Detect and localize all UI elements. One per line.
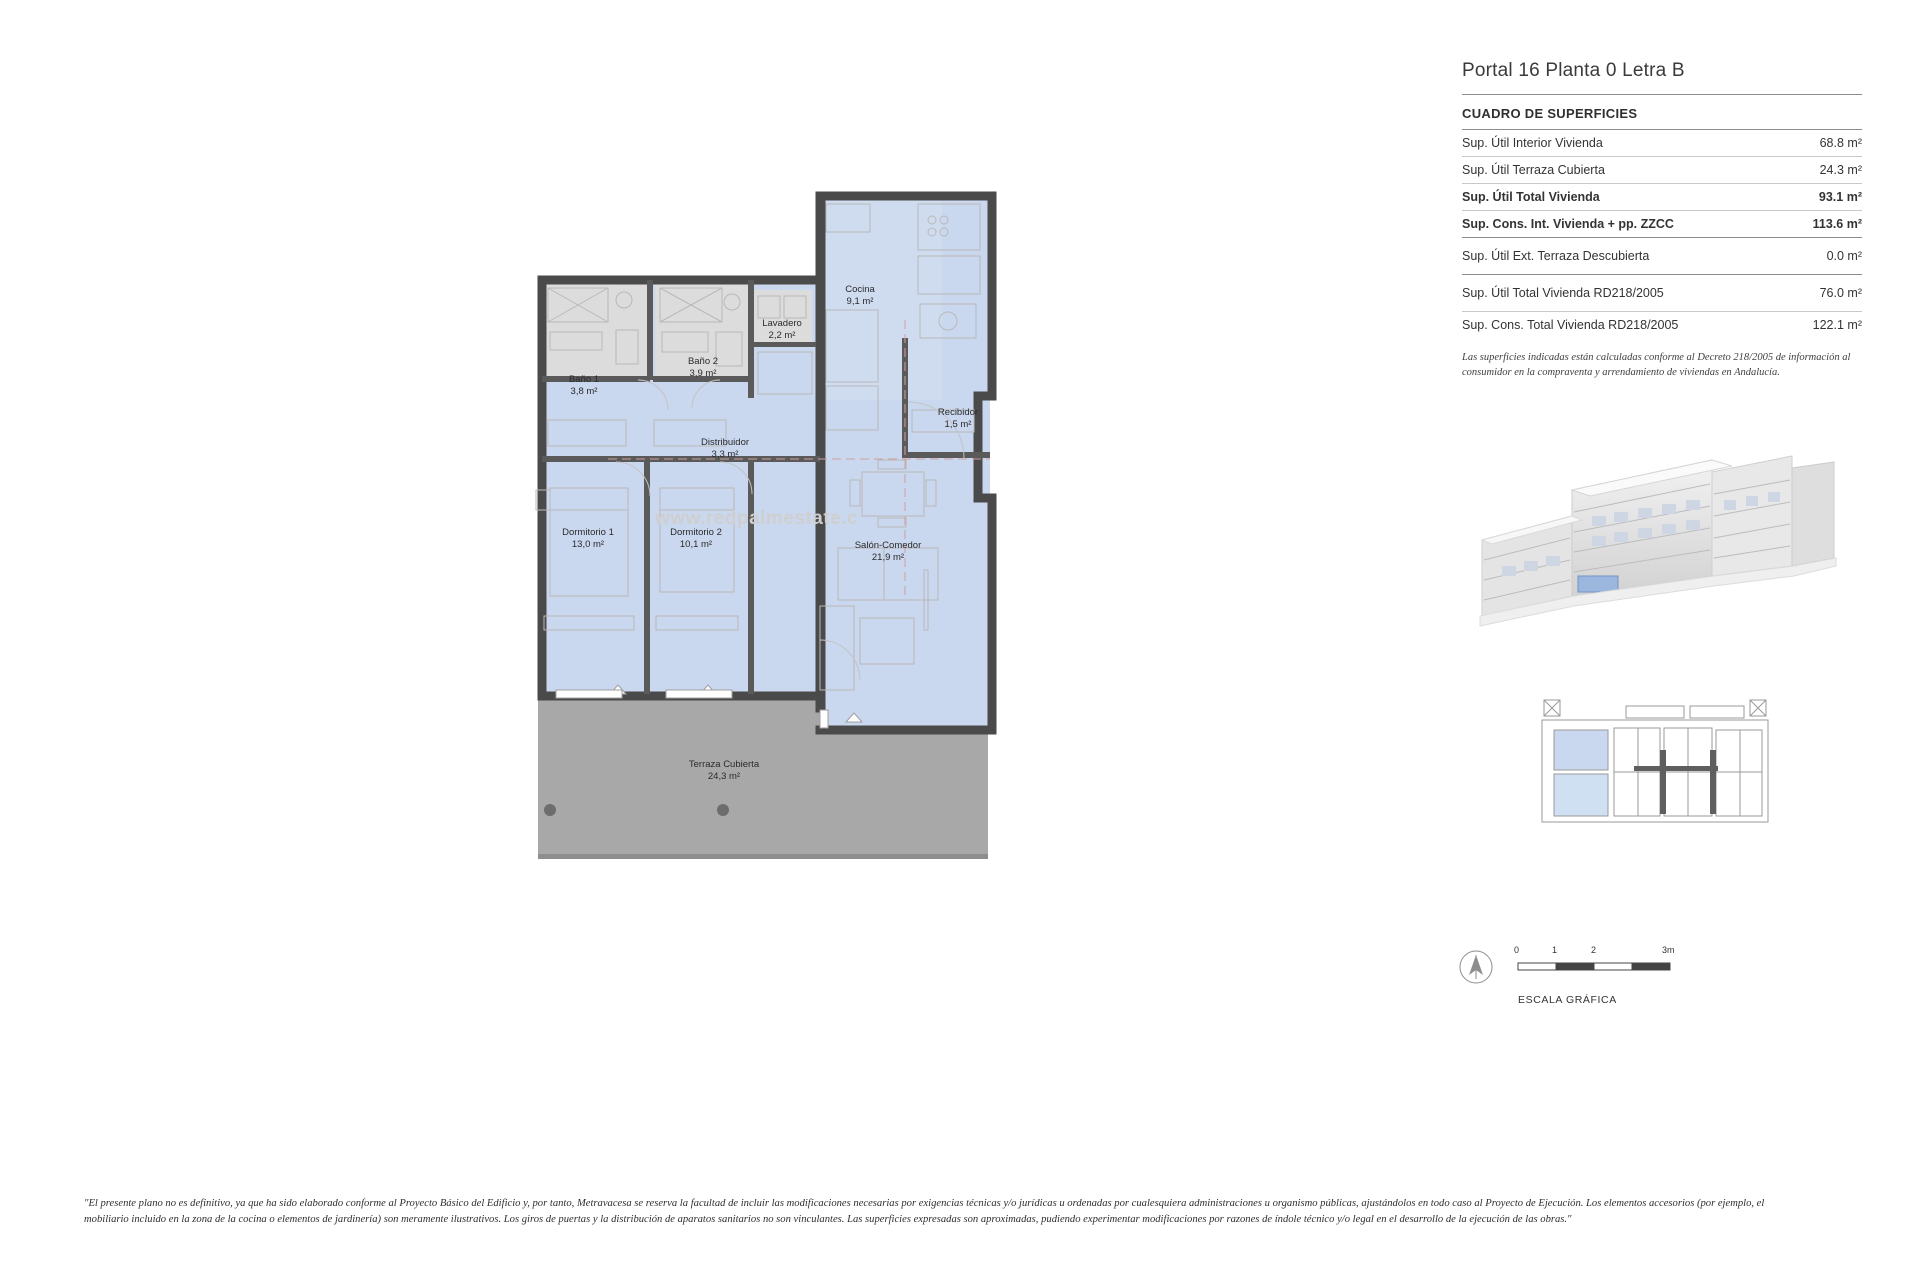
scale-label: ESCALA GRÁFICA xyxy=(1518,994,1617,1006)
legal-note: Las superficies indicadas están calculadas conforme al Decreto 218/2005 de información al consumidor en la compraventa y arrendamiento de viviendas en Andalucía. xyxy=(1462,352,1851,379)
room-label-cocina: Cocina xyxy=(845,284,875,295)
row-value: 122.1 m² xyxy=(1812,318,1862,332)
row-value: 0.0 m² xyxy=(1788,238,1862,275)
room-label-distribuidor: Distribuidor xyxy=(700,437,750,448)
room-label-lavadero: Lavadero xyxy=(762,318,802,329)
row-label: Sup. Útil Total Vivienda RD218/2005 xyxy=(1462,275,1788,312)
disclaimer-text: "El presente plano no es definitivo, ya que ha sido elaborado conforme al Proyecto Básico del Edificio y, por tanto, Metravacesa se reserva la facultad de incluir las modificaciones necesarias por exigencias técnicas y/o jurídicas u ordenadas por cualesquiera administraciones u organismo públicas, ajustándolos en todo caso al Proyecto de Ejecución. Los elementos accesorios (por ejemplo, el mobiliario incluido en la zona de la cocina o elementos de jardinería) son meramente ilustrativos. Los giros de puertas y la distribución de aparatos sanitarios no son vinculantes. Las superficies expresadas son aproximadas, pudiendo experimentar modificaciones por razones de índole técnico y/o legal en el desarrollo de la ejecución de las obras." xyxy=(84,1198,1765,1226)
room-label-bano2: Baño 2 xyxy=(687,356,719,367)
table-heading: CUADRO DE SUPERFICIES xyxy=(1462,106,1638,121)
row-label: Sup. Útil Terraza Cubierta xyxy=(1462,163,1605,177)
room-area-bano2: 3,9 m² xyxy=(689,368,717,379)
room-area-bano1: 3,8 m² xyxy=(570,386,598,397)
scale-tick-0: 0 xyxy=(1514,945,1520,955)
room-area-cocina: 9,1 m² xyxy=(846,296,874,307)
table-row xyxy=(1462,157,1862,184)
room-area-distribuidor: 3,3 m² xyxy=(711,449,739,460)
room-label-terraza-cubierta: Terraza Cubierta xyxy=(688,759,760,770)
graphic-scale xyxy=(1452,945,1782,1006)
row-value: 68.8 m² xyxy=(1819,136,1862,150)
room-label-recibidor: Recibidor xyxy=(937,407,979,418)
highlighted-unit xyxy=(1578,576,1618,592)
room-area-terraza-cubierta: 24,3 m² xyxy=(707,771,741,782)
key-plan-thumbnail xyxy=(1530,690,1780,840)
terrace-edge xyxy=(538,854,988,859)
table-row xyxy=(1462,184,1862,211)
scale-tick-1: 1 xyxy=(1552,945,1558,955)
row-value: 24.3 m² xyxy=(1819,163,1862,177)
room-area-dormitorio2: 10,1 m² xyxy=(679,539,713,550)
row-label: Sup. Útil Total Vivienda xyxy=(1462,190,1600,204)
table-row xyxy=(1462,275,1862,312)
page-title: Portal 16 Planta 0 Letra B xyxy=(1462,60,1685,81)
scale-tick-2: 2 xyxy=(1591,945,1597,955)
table-row xyxy=(1462,312,1862,339)
room-label-dormitorio2: Dormitorio 2 xyxy=(670,527,722,538)
scale-tick-3: 3m xyxy=(1662,945,1675,955)
room-area-dormitorio1: 13,0 m² xyxy=(571,539,605,550)
room-label-salon-comedor: Salón-Comedor xyxy=(854,540,922,551)
surface-table xyxy=(1462,129,1862,338)
row-label: Sup. Útil Interior Vivienda xyxy=(1462,136,1603,150)
row-label: Sup. Cons. Total Vivienda RD218/2005 xyxy=(1462,318,1679,332)
room-area-salon-comedor: 21,9 m² xyxy=(871,552,905,563)
room-label-dormitorio1: Dormitorio 1 xyxy=(562,527,614,538)
row-value: 93.1 m² xyxy=(1818,190,1862,204)
watermark-text: www.redpalmestate.c xyxy=(655,508,859,529)
scale-bar xyxy=(1518,963,1670,970)
table-row xyxy=(1462,238,1862,275)
room-area-lavadero: 2,2 m² xyxy=(768,330,796,341)
terrace-column-2 xyxy=(717,804,729,816)
floorplan-drawing xyxy=(520,170,1040,870)
table-row xyxy=(1462,211,1862,238)
panel-divider xyxy=(1462,94,1862,95)
room-label-bano1: Baño 1 xyxy=(568,374,600,385)
surface-panel xyxy=(1462,60,1862,380)
table-row xyxy=(1462,130,1862,157)
row-value: 76.0 m² xyxy=(1788,275,1862,312)
row-label: Sup. Cons. Int. Vivienda + pp. ZZCC xyxy=(1462,217,1674,231)
kitchen-fill xyxy=(822,200,942,400)
room-area-recibidor: 1,5 m² xyxy=(944,419,972,430)
row-value: 113.6 m² xyxy=(1812,217,1862,231)
building-render-image xyxy=(1462,420,1862,630)
terrace-column-1 xyxy=(544,804,556,816)
row-label: Sup. Útil Ext. Terraza Descubierta xyxy=(1462,238,1788,275)
